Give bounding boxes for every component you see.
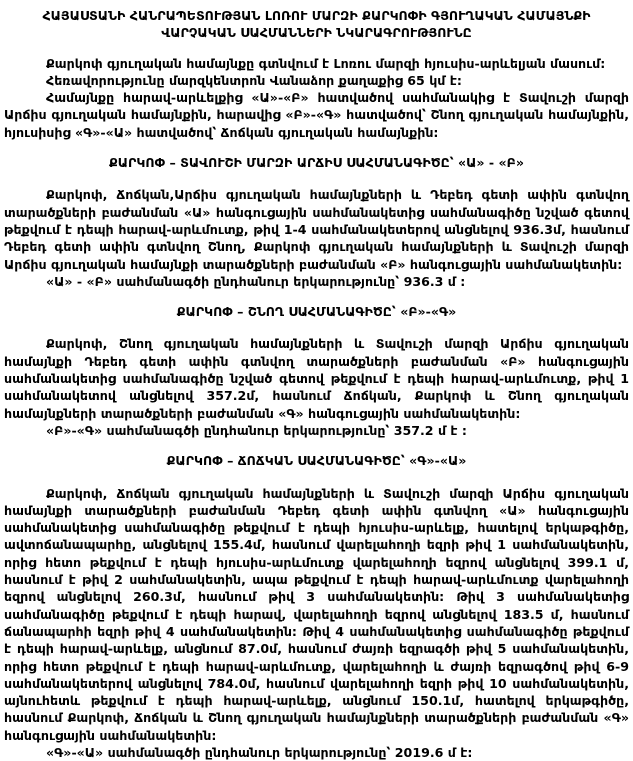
intro-paragraph-2: Հեռավորությունը մարզկենտրոն Վանաձոր քաղաքից 65 կմ է: xyxy=(46,72,462,88)
section-heading-g-a: ՔԱՐԿՈՓ – ՃՈՃԿԱՆ ՍԱՀՄԱՆԱԳԻԾԸ՝ «Գ»-«Ա» xyxy=(166,453,467,469)
section-body-a-b: Քարկոփ, Ճոճկան,Արճիս գյուղական համայնքների և Դեբեդ գետի ափին գտնվող տարածքների բաժանման «Ա» հանգուցային սահմանակետից սահմանագիծը նշված գետով թեքվում է դեպի հարավ-արևմուտք, թիվ 1-4 սահմանակետերով անցնելով 936.3մ, հասնում Դեբեդ գետի ափին գտնվող Շնող, Քարկոփ գյուղական համայնքների և Տավուշի մարզի Արճիս գյուղական համայնքի տարածքների բաժանման «Բ» հանգուցային սահմանակետին: xyxy=(4,187,629,272)
title-line-1: ՀԱՅԱՍՏԱՆԻ ՀԱՆՐԱՊԵՏՈՒԹՅԱՆ ԼՈՌՈՒ ՄԱՐԶԻ ՔԱՐԿՈՓԻ ԳՅՈՒՂԱԿԱՆ ՀԱՄԱՅՆՔԻ xyxy=(42,8,591,23)
section-summary-g-a: «Գ»-«Ա» սահմանագծի ընդհանուր երկարությունը՝ 2019.6 մ է: xyxy=(46,744,473,760)
section-heading-a-b: ՔԱՐԿՈՓ – ՏԱՎՈՒՇԻ ՄԱՐԶԻ ԱՐՃԻՍ ՍԱՀՄԱՆԱԳԻԾԸ՝ «Ա» - «Բ» xyxy=(109,155,524,171)
title-line-2: ՎԱՐՉԱԿԱՆ ՍԱՀՄԱՆՆԵՐԻ ՆԿԱՐԱԳՐՈՒԹՅՈՒՆԸ xyxy=(161,25,472,41)
section-border-g-a xyxy=(4,452,629,761)
section-border-b-g xyxy=(4,303,629,439)
section-summary-b-g: «Բ»-«Գ» սահմանագծի ընդհանուր երկարությունը՝ 357.2 մ է : xyxy=(46,422,467,438)
document-title xyxy=(4,7,629,42)
section-body-g-a: Քարկոփ, Ճոճկան գյուղական համայնքների և Տավուշի մարզի Արճիս գյուղական համայնքի տարածքների բաժանման Դեբեդ գետի ափին գտնվող «Ա» հանգուցային սահմանակետից սահմանագիծը թեքվում է դեպի հյուսիս-արևելք, հատելով երկաթգիծը, ավտոճանապարհը, անցնելով 155.4մ, հասնում վարելահողի եզրի թիվ 1 սահմանակետին, որից հետո թեքվում է դեպի հյուսիս-արևմուտք վարելահողի եզրով անցնելով 399.1 մ, հասնում է թիվ 2 սահմանակետին, ապա թեքվում է դեպի հարավ-արևմուտք վարելահողի եզրով անցնելով 260.3մ, հասնում թիվ 3 սահմանակետին: Թիվ 3 սահմանակետից սահմանագիծը թեքվում է դեպի հարավ, վարելահողի եզրով անցնելով 183.5 մ, հասնում ճանապարհի եզրի թիվ 4 սահմանակետին: Թիվ 4 սահմանակետից սահմանագիծը թեքվում է դեպի հարավ-արևելք, անցնում 87.0մ, հասնում ժայռի եզրագծի թիվ 5 սահմանակետին, որից հետո թեքվում է դեպի հարավ-արևմուտք, վարելահողի և ժայռի եզրագծով թիվ 6-9 սահմանակետերով անցնելով 784.0մ, հասնում վարելահողի եզրի թիվ 10 սահմանակետին, այնուհետև թեքվում է դեպի հարավ-արևելք, անցնում 150.1մ, հատելով երկաթգիծը, հասնում Քարկոփ, Ճոճկան և Շնող գյուղական համայնքների տարածքների բաժանման «Գ» հանգուցային սահմանակետին: xyxy=(4,485,629,743)
section-border-a-b xyxy=(4,154,629,290)
section-summary-a-b: «Ա» - «Բ» սահմանագծի ընդհանուր երկարությունը՝ 936.3 մ : xyxy=(46,273,466,289)
intro-block xyxy=(4,55,629,141)
section-body-b-g: Քարկոփ, Շնող գյուղական համայնքների և Տավուշի մարզի Արճիս գյուղական համայնքի Դեբեդ գետի ափին գտնվող տարածքների բաժանման «Բ» հանգուցային սահմանակետից սահմանագիծը նշված գետով թեքվում է դեպի հարավ-արևմուտք, թիվ 1 սահմանակետով անցնելով 357.2մ, հասնում Ճոճկան, Քարկոփ և Շնող գյուղական համայնքների տարածքների բաժանման «Գ» հանգուցային սահմանակետին: xyxy=(4,336,629,421)
intro-paragraph-3: Համայնքը հարավ-արևելքից «Ա»-«Բ» հատվածով սահմանակից է Տավուշի մարզի Արճիս գյուղական համայնքին, հարավից «Բ»-«Գ» հատվածով՝ Շնող գյուղական համայնքին, հյուսիսից «Գ»-«Ա» հատվածով՝ Ճոճկան գյուղական համայնքին: xyxy=(4,90,629,140)
section-heading-b-g: ՔԱՐԿՈՓ – ՇՆՈՂ ՍԱՀՄԱՆԱԳԻԾԸ՝ «Բ»-«Գ» xyxy=(176,304,457,320)
intro-paragraph-1: Քարկոփ գյուղական համայնքը գտնվում է Լոռու մարզի հյուսիս-արևելյան մասում: xyxy=(46,55,606,71)
